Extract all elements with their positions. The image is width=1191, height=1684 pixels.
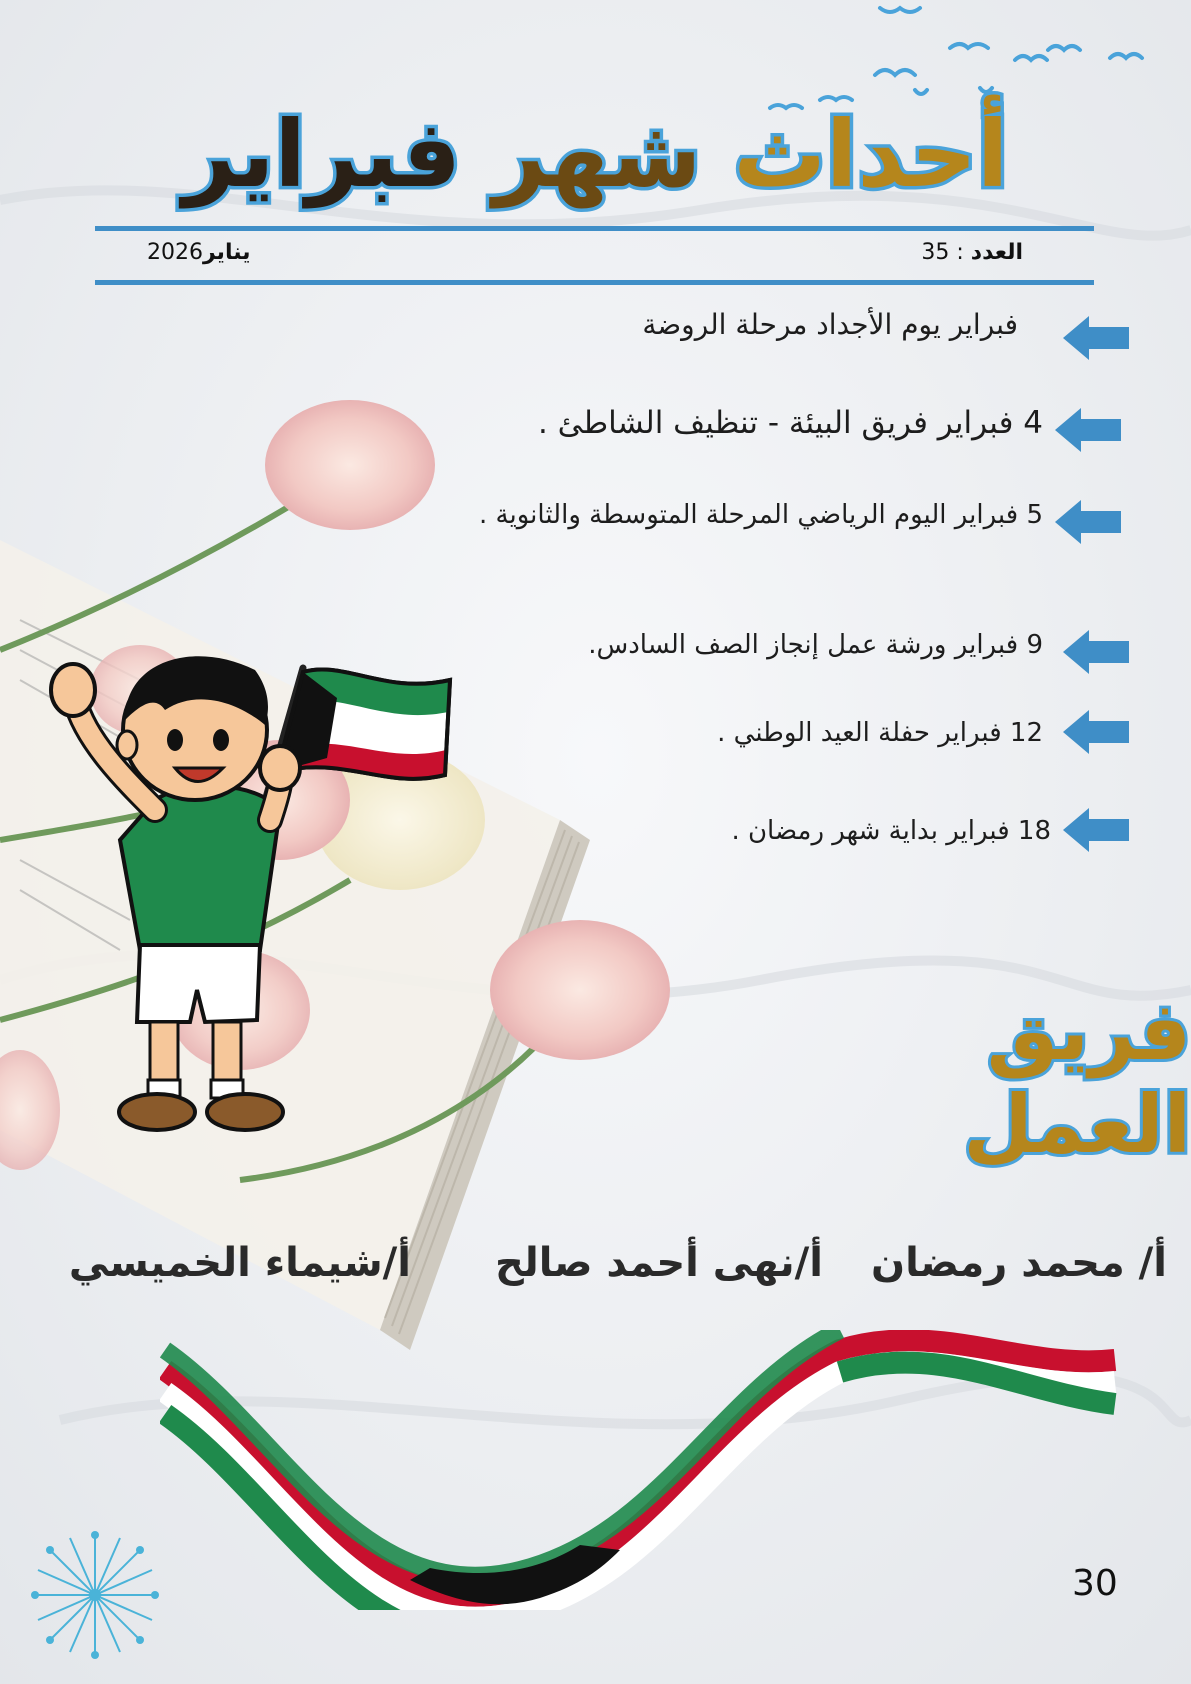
- month-label: يناير: [203, 240, 251, 265]
- arrow-left-icon: [1055, 500, 1121, 544]
- issue-number: [921, 240, 1023, 265]
- arrow-left-icon: [1063, 808, 1129, 852]
- arrow-left-icon: [1063, 710, 1129, 754]
- flag-ribbon-illustration: [160, 1330, 1120, 1610]
- snowflake-flower-icon: [30, 1530, 160, 1660]
- team-title-text: فريق العمل: [963, 985, 1191, 1171]
- divider-top: [95, 226, 1094, 231]
- event-item-1: فبراير يوم الأجداد مرحلة الروضة: [642, 308, 1018, 341]
- arrow-left-icon: [1063, 316, 1129, 360]
- issue-separator: :: [949, 240, 971, 265]
- title-word-2: شهر: [492, 101, 702, 208]
- issue-date: [147, 240, 250, 265]
- page-title: [0, 95, 1191, 215]
- issue-value: 35: [921, 240, 950, 265]
- page-number: 30: [1072, 1563, 1118, 1604]
- event-item-6: 18 فبراير بداية شهر رمضان .: [731, 816, 1051, 846]
- event-item-2: 4 فبراير فريق البيئة - تنظيف الشاطئ .: [537, 405, 1043, 441]
- issue-label: العدد: [970, 240, 1023, 265]
- event-item-3: 5 فبراير اليوم الرياضي المرحلة المتوسطة والثانوية .: [479, 500, 1043, 530]
- arrow-left-icon: [1055, 408, 1121, 452]
- event-item-5: 12 فبراير حفلة العيد الوطني .: [717, 718, 1043, 748]
- year-label: 2026: [147, 240, 203, 265]
- title-word-3: فبراير: [182, 101, 461, 208]
- divider-bottom: [95, 280, 1094, 285]
- arrow-left-icon: [1063, 630, 1129, 674]
- title-word-1: أحداث: [733, 101, 1009, 208]
- boy-with-flag-illustration: [45, 650, 465, 1150]
- team-member-2: أ/نهى أحمد صالح: [494, 1240, 823, 1286]
- team-member-3: أ/شيماء الخميسي: [68, 1240, 411, 1286]
- team-member-1: أ/ محمد رمضان: [870, 1240, 1167, 1286]
- event-item-4: 9 فبراير ورشة عمل إنجاز الصف السادس.: [588, 630, 1043, 660]
- team-title: [770, 985, 1191, 1171]
